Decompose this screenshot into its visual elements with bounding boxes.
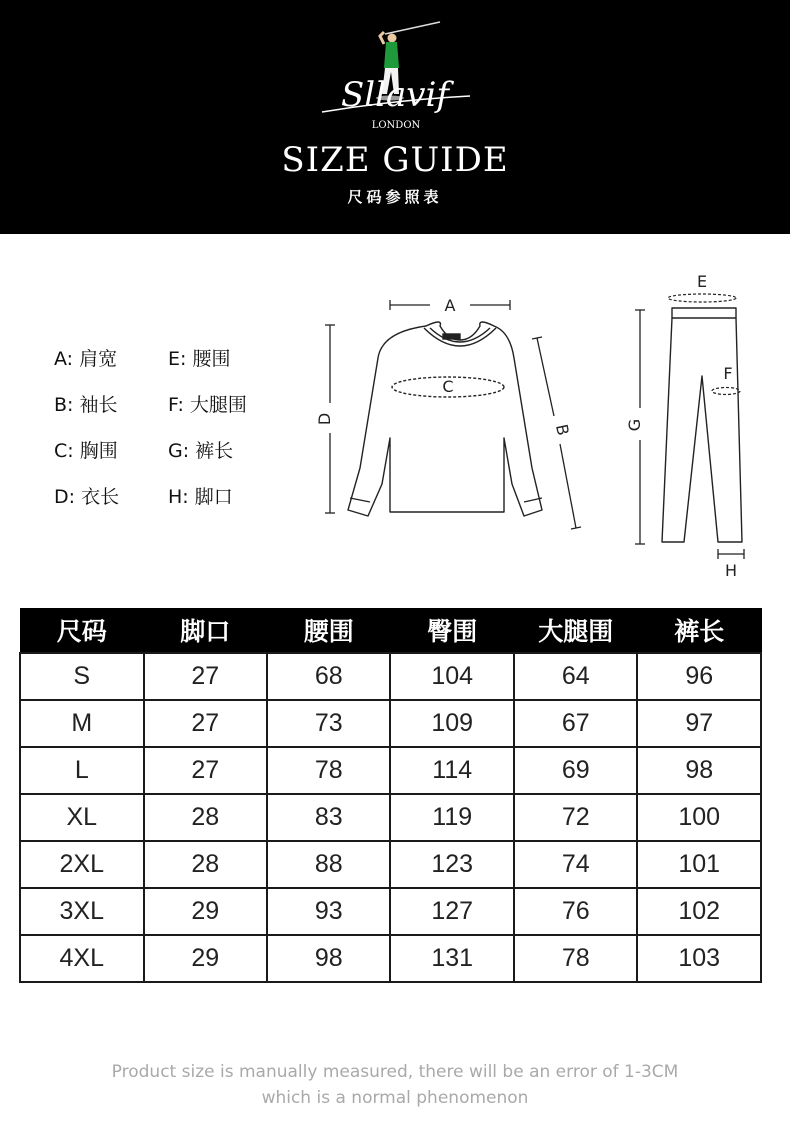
- table-cell: 78: [267, 747, 390, 794]
- table-cell: S: [20, 653, 144, 700]
- table-cell: 2XL: [20, 841, 144, 888]
- table-row: [20, 841, 761, 888]
- column-header-length: 裤长: [637, 609, 761, 653]
- table-cell: 27: [144, 747, 267, 794]
- size-table: [19, 608, 762, 983]
- page-subtitle: 尺码参照表: [347, 188, 443, 206]
- page-title: SIZE GUIDE: [281, 140, 509, 180]
- legend-item-g: G: 裤长: [168, 440, 234, 462]
- column-header-size: 尺码: [20, 609, 144, 653]
- legend-item-h: H: 脚口: [168, 486, 233, 508]
- pants-label-e: E: [696, 272, 708, 291]
- table-cell: XL: [20, 794, 144, 841]
- table-cell: 69: [514, 747, 637, 794]
- legend-item-a: A: 肩宽: [54, 348, 118, 370]
- table-cell: 3XL: [20, 888, 144, 935]
- shirt-diagram: [315, 288, 598, 550]
- table-cell: 127: [390, 888, 514, 935]
- table-row: [20, 935, 761, 982]
- column-header-waist: 腰围: [267, 609, 390, 653]
- table-cell: 123: [390, 841, 514, 888]
- column-header-hem: 脚口: [144, 609, 267, 653]
- table-cell: 76: [514, 888, 637, 935]
- table-cell: 83: [267, 794, 390, 841]
- table-cell: 131: [390, 935, 514, 982]
- table-cell: 103: [637, 935, 761, 982]
- column-header-hip: 臀围: [390, 609, 514, 653]
- table-cell: 64: [514, 653, 637, 700]
- shirt-label-c: C: [442, 377, 454, 396]
- table-cell: 27: [144, 653, 267, 700]
- measurement-note-line-1: Product size is manually measured, there will be an error of 1-3CM: [111, 1062, 679, 1082]
- pants-label-f: F: [723, 364, 733, 383]
- shirt-label-d: D: [315, 412, 334, 426]
- table-cell: 78: [514, 935, 637, 982]
- table-row: [20, 888, 761, 935]
- table-cell: 104: [390, 653, 514, 700]
- table-cell: 98: [267, 935, 390, 982]
- table-cell: 28: [144, 841, 267, 888]
- table-cell: 4XL: [20, 935, 144, 982]
- table-cell: 93: [267, 888, 390, 935]
- brand-logo-subtext: LONDON: [371, 120, 421, 131]
- table-cell: 114: [390, 747, 514, 794]
- table-cell: M: [20, 700, 144, 747]
- table-cell: 109: [390, 700, 514, 747]
- table-cell: 29: [144, 888, 267, 935]
- table-row: [20, 700, 761, 747]
- table-cell: 96: [637, 653, 761, 700]
- pants-diagram: [625, 268, 768, 580]
- measurement-note-line-2: which is a normal phenomenon: [261, 1088, 529, 1108]
- pants-label-g: G: [625, 418, 644, 432]
- table-cell: 88: [267, 841, 390, 888]
- pants-label-h: H: [724, 561, 738, 580]
- legend-item-e: E: 腰围: [168, 348, 231, 370]
- table-cell: 29: [144, 935, 267, 982]
- table-cell: 27: [144, 700, 267, 747]
- shirt-label-b: B: [551, 422, 573, 438]
- table-cell: 72: [514, 794, 637, 841]
- table-cell: 98: [637, 747, 761, 794]
- table-cell: 101: [637, 841, 761, 888]
- shirt-label-a: A: [444, 296, 456, 315]
- legend-item-f: F: 大腿围: [168, 394, 247, 416]
- table-cell: 100: [637, 794, 761, 841]
- header-banner: [0, 0, 790, 234]
- legend-item-c: C: 胸围: [54, 440, 118, 462]
- column-header-thigh: 大腿围: [514, 609, 637, 653]
- legend-item-d: D: 衣长: [54, 486, 120, 508]
- table-cell: L: [20, 747, 144, 794]
- table-cell: 119: [390, 794, 514, 841]
- table-row: [20, 794, 761, 841]
- legend-item-b: B: 袖长: [54, 394, 118, 416]
- table-header-row: [20, 609, 761, 653]
- brand-logo: [300, 20, 490, 135]
- table-cell: 28: [144, 794, 267, 841]
- table-row: [20, 747, 761, 794]
- table-cell: 67: [514, 700, 637, 747]
- table-cell: 102: [637, 888, 761, 935]
- table-cell: 68: [267, 653, 390, 700]
- table-cell: 74: [514, 841, 637, 888]
- brand-logo-text: Sllavif: [341, 75, 449, 115]
- table-cell: 97: [637, 700, 761, 747]
- table-row: [20, 653, 761, 700]
- table-cell: 73: [267, 700, 390, 747]
